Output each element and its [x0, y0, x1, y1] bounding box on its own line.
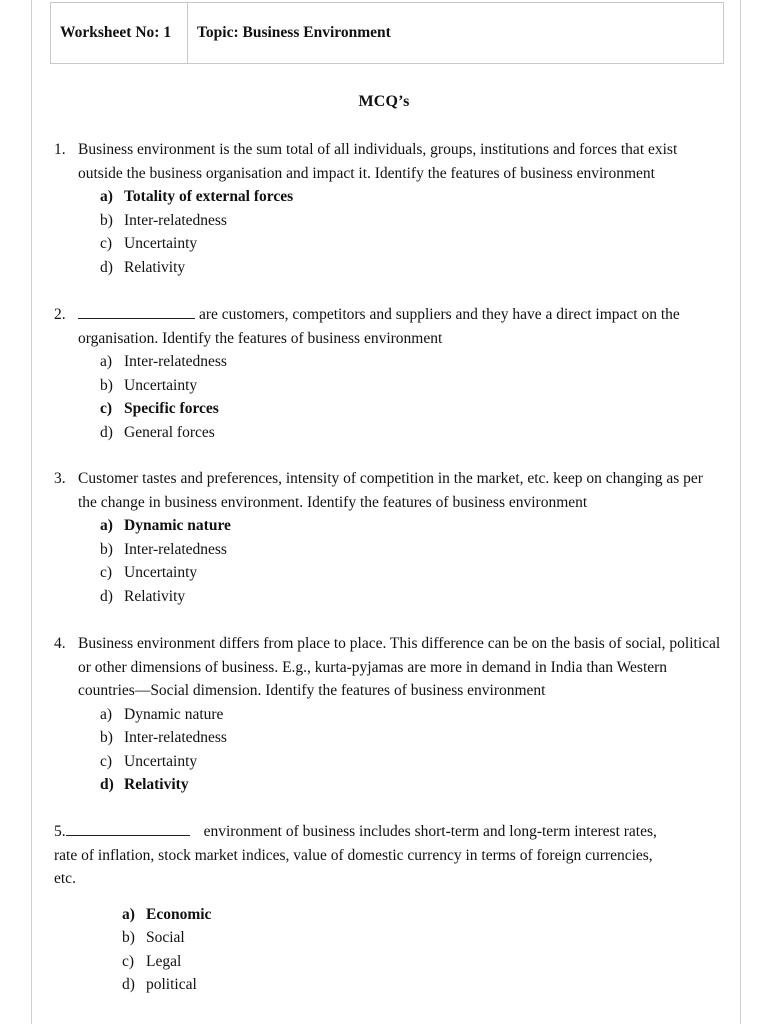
question-4: [54, 632, 734, 797]
option-text: Uncertainty: [124, 376, 198, 394]
option-letter: a): [100, 705, 113, 723]
option-a: [122, 903, 674, 927]
option-d: [100, 256, 714, 280]
option-letter: c): [122, 952, 135, 970]
option-list: [54, 703, 734, 797]
question-text: are customers, competitors and suppliers and they have a direct impact on the: [199, 306, 680, 323]
option-text: Inter-relatedness: [124, 729, 227, 746]
option-d: [122, 973, 674, 997]
option-letter: d): [100, 776, 114, 793]
option-text: Inter-relatedness: [124, 540, 227, 558]
question-1: [54, 138, 714, 279]
question-number: 3.: [54, 470, 66, 487]
option-d: [100, 585, 714, 609]
option-letter: b): [100, 376, 113, 394]
option-text: political: [146, 976, 197, 993]
question-number: 2.: [54, 306, 66, 323]
option-text: Dynamic nature: [124, 517, 231, 534]
option-list: [54, 514, 714, 608]
option-letter: d): [122, 976, 135, 993]
option-letter: d): [100, 258, 113, 276]
option-letter: b): [100, 540, 113, 558]
option-a: [100, 350, 714, 374]
option-b: [122, 926, 674, 950]
option-text: Uncertainty: [124, 235, 198, 252]
option-letter: b): [100, 729, 113, 746]
option-text: Inter-relatedness: [124, 211, 227, 229]
option-a: [100, 514, 714, 538]
option-d: [100, 773, 734, 797]
option-text: Relativity: [124, 258, 186, 276]
option-text: Specific forces: [124, 400, 219, 417]
question-text: the change in business environment. Identify the features of business environment: [78, 493, 588, 511]
option-text: Social: [146, 929, 185, 946]
question-text: Customer tastes and preferences, intensity of competition in the market, etc. keep on changing as per: [78, 470, 703, 487]
answer-blank: [78, 303, 195, 319]
option-letter: b): [122, 929, 135, 946]
option-letter: c): [100, 400, 113, 417]
option-letter: a): [100, 517, 113, 534]
question-3: [54, 467, 714, 608]
option-list: [54, 185, 714, 279]
option-c: [100, 232, 714, 256]
option-letter: a): [100, 353, 113, 370]
option-text: Dynamic nature: [124, 705, 224, 723]
question-text: or other dimensions of business. E.g., kurta-pyjamas are more in demand in India than Western: [78, 658, 668, 676]
question-text: countries—Social dimension. Identify the features of business environment: [78, 682, 546, 699]
option-c: [100, 561, 714, 585]
option-text: Relativity: [124, 776, 189, 793]
option-b: [100, 374, 714, 398]
option-d: [100, 421, 714, 445]
option-text: Uncertainty: [124, 564, 198, 581]
question-text: outside the business organisation and impact it. Identify the features of business environment: [78, 164, 655, 182]
option-letter: c): [100, 752, 113, 770]
option-text: Economic: [146, 905, 212, 923]
question-5: [54, 820, 674, 997]
question-text: rate of inflation, stock market indices, value of domestic currency in terms of foreign currencies,: [54, 846, 653, 864]
option-b: [100, 538, 714, 562]
question-text: organisation. Identify the features of business environment: [78, 329, 443, 347]
answer-blank: [66, 820, 190, 836]
option-text: Totality of external forces: [124, 188, 294, 205]
question-2: [54, 303, 714, 444]
option-text: General forces: [124, 423, 215, 441]
option-c: [100, 397, 714, 421]
option-text: Uncertainty: [124, 752, 198, 770]
option-list: [54, 350, 714, 444]
section-title: MCQ’s: [358, 93, 410, 110]
option-a: [100, 703, 734, 727]
question-number: 1.: [54, 141, 66, 158]
question-number: 4.: [54, 635, 66, 652]
option-letter: a): [100, 188, 113, 205]
option-letter: d): [100, 423, 113, 441]
question-text: etc.: [54, 870, 76, 887]
option-list: [54, 903, 674, 997]
worksheet-header: [50, 2, 724, 64]
option-letter: b): [100, 211, 113, 229]
option-letter: c): [100, 564, 113, 581]
question-number: 5.: [54, 823, 66, 840]
option-letter: c): [100, 235, 113, 252]
option-b: [100, 209, 714, 233]
question-text: Business environment differs from place to place. This difference can be on the basis of social, political: [78, 635, 721, 652]
question-text: environment of business includes short-term and long-term interest rates,: [203, 823, 657, 840]
option-b: [100, 726, 734, 750]
option-letter: d): [100, 587, 113, 605]
option-text: Inter-relatedness: [124, 353, 227, 370]
option-c: [122, 950, 674, 974]
option-c: [100, 750, 734, 774]
question-text: Business environment is the sum total of all individuals, groups, institutions and forces that exist: [78, 141, 678, 158]
worksheet-topic: Topic: Business Environment: [197, 24, 391, 41]
worksheet-number: Worksheet No: 1: [51, 3, 188, 63]
option-text: Relativity: [124, 587, 186, 605]
option-a: [100, 185, 714, 209]
option-letter: a): [122, 905, 135, 923]
option-text: Legal: [146, 952, 182, 970]
